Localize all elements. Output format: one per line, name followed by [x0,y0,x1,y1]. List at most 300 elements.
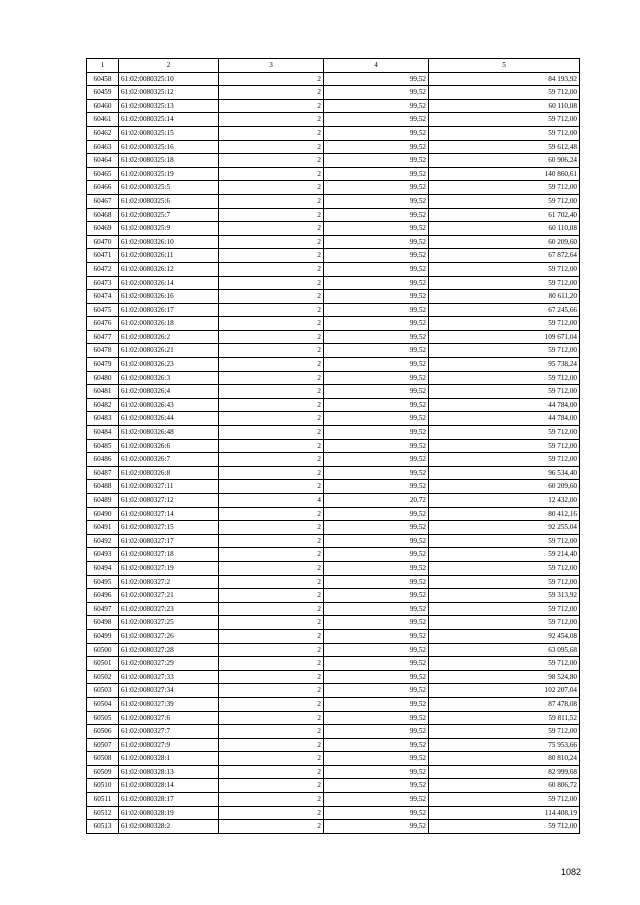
count-cell: 2 [219,126,324,140]
count-cell: 2 [219,779,324,793]
area-cell: 99,52 [324,738,429,752]
count-cell: 2 [219,167,324,181]
cadastral-number-cell: 61:02:0080326:7 [119,453,219,467]
count-cell: 4 [219,494,324,508]
count-cell: 2 [219,684,324,698]
count-cell: 2 [219,113,324,127]
count-cell: 2 [219,589,324,603]
area-cell: 99,52 [324,820,429,834]
amount-cell: 59 712,00 [429,575,580,589]
table-row [87,534,580,548]
count-cell: 2 [219,290,324,304]
amount-cell: 95 738,24 [429,358,580,372]
row-number-cell: 60504 [87,697,119,711]
area-cell: 99,52 [324,194,429,208]
area-cell: 99,52 [324,466,429,480]
row-number-cell: 60498 [87,616,119,630]
area-cell: 99,52 [324,181,429,195]
count-cell: 2 [219,561,324,575]
cadastral-number-cell: 61:02:0080326:10 [119,235,219,249]
count-cell: 2 [219,412,324,426]
table-row [87,167,580,181]
table-row [87,426,580,440]
count-cell: 2 [219,670,324,684]
cadastral-number-cell: 61:02:0080328:14 [119,779,219,793]
table-row [87,317,580,331]
count-cell: 2 [219,765,324,779]
area-cell: 99,52 [324,113,429,127]
row-number-cell: 60468 [87,208,119,222]
row-number-cell: 60506 [87,725,119,739]
row-number-cell: 60464 [87,154,119,168]
count-cell: 2 [219,657,324,671]
table-row [87,629,580,643]
table-row [87,684,580,698]
row-number-cell: 60486 [87,453,119,467]
row-number-cell: 60467 [87,194,119,208]
cadastral-number-cell: 61:02:0080326:11 [119,249,219,263]
count-cell: 2 [219,181,324,195]
cadastral-number-cell: 61:02:0080327:11 [119,480,219,494]
table-row [87,371,580,385]
amount-cell: 60 906,24 [429,154,580,168]
area-cell: 99,52 [324,507,429,521]
column-header-5: 5 [429,59,580,73]
table-row [87,99,580,113]
count-cell: 2 [219,643,324,657]
area-cell: 99,52 [324,453,429,467]
row-number-cell: 60493 [87,548,119,562]
cadastral-number-cell: 61:02:0080325:9 [119,222,219,236]
cadastral-number-cell: 61:02:0080327:15 [119,521,219,535]
cadastral-number-cell: 61:02:0080326:16 [119,290,219,304]
table-row [87,453,580,467]
cadastral-number-cell: 61:02:0080327:18 [119,548,219,562]
amount-cell: 114 408,19 [429,806,580,820]
amount-cell: 82 999,68 [429,765,580,779]
amount-cell: 59 712,00 [429,86,580,100]
amount-cell: 60 806,72 [429,779,580,793]
row-number-cell: 60471 [87,249,119,263]
row-number-cell: 60500 [87,643,119,657]
area-cell: 99,52 [324,575,429,589]
table-row [87,412,580,426]
count-cell: 2 [219,154,324,168]
count-cell: 2 [219,358,324,372]
count-cell: 2 [219,534,324,548]
row-number-cell: 60494 [87,561,119,575]
count-cell: 2 [219,548,324,562]
table-row [87,494,580,508]
area-cell: 99,52 [324,548,429,562]
amount-cell: 59 712,00 [429,602,580,616]
cadastral-number-cell: 61:02:0080326:44 [119,412,219,426]
area-cell: 99,52 [324,426,429,440]
row-number-cell: 60511 [87,793,119,807]
amount-cell: 44 784,00 [429,412,580,426]
table-body [87,72,580,833]
column-header-3: 3 [219,59,324,73]
amount-cell: 92 255,04 [429,521,580,535]
count-cell: 2 [219,371,324,385]
table-row [87,697,580,711]
row-number-cell: 60469 [87,222,119,236]
amount-cell: 63 095,68 [429,643,580,657]
amount-cell: 59 712,00 [429,453,580,467]
cadastral-number-cell: 61:02:0080325:14 [119,113,219,127]
area-cell: 99,52 [324,208,429,222]
amount-cell: 80 810,24 [429,752,580,766]
cadastral-number-cell: 61:02:0080327:14 [119,507,219,521]
cadastral-number-cell: 61:02:0080325:19 [119,167,219,181]
cadastral-number-cell: 61:02:0080326:8 [119,466,219,480]
table-row [87,670,580,684]
amount-cell: 92 454,08 [429,629,580,643]
table-row [87,208,580,222]
table-row [87,643,580,657]
cadastral-number-cell: 61:02:0080325:15 [119,126,219,140]
amount-cell: 84 193,92 [429,72,580,86]
amount-cell: 59 712,00 [429,561,580,575]
count-cell: 2 [219,629,324,643]
count-cell: 2 [219,820,324,834]
table-row [87,86,580,100]
row-number-cell: 60459 [87,86,119,100]
table-row [87,466,580,480]
count-cell: 2 [219,725,324,739]
row-number-cell: 60492 [87,534,119,548]
row-number-cell: 60512 [87,806,119,820]
row-number-cell: 60509 [87,765,119,779]
column-header-4: 4 [324,59,429,73]
count-cell: 2 [219,317,324,331]
table-row [87,249,580,263]
count-cell: 2 [219,344,324,358]
count-cell: 2 [219,194,324,208]
count-cell: 2 [219,303,324,317]
table-row [87,752,580,766]
cadastral-number-cell: 61:02:0080326:43 [119,398,219,412]
count-cell: 2 [219,521,324,535]
table-row [87,521,580,535]
cadastral-number-cell: 61:02:0080326:48 [119,426,219,440]
amount-cell: 59 712,00 [429,194,580,208]
count-cell: 2 [219,439,324,453]
amount-cell: 59 712,00 [429,725,580,739]
table-row [87,262,580,276]
table-row [87,398,580,412]
cadastral-number-cell: 61:02:0080327:19 [119,561,219,575]
row-number-cell: 60497 [87,602,119,616]
cadastral-number-cell: 61:02:0080326:18 [119,317,219,331]
cadastral-number-cell: 61:02:0080327:2 [119,575,219,589]
cadastral-number-cell: 61:02:0080328:19 [119,806,219,820]
row-number-cell: 60472 [87,262,119,276]
count-cell: 2 [219,793,324,807]
row-number-cell: 60510 [87,779,119,793]
row-number-cell: 60505 [87,711,119,725]
area-cell: 99,52 [324,235,429,249]
cadastral-number-cell: 61:02:0080327:12 [119,494,219,508]
amount-cell: 59 712,00 [429,439,580,453]
table-row [87,113,580,127]
cadastral-number-cell: 61:02:0080327:28 [119,643,219,657]
row-number-cell: 60460 [87,99,119,113]
row-number-cell: 60501 [87,657,119,671]
table-row [87,222,580,236]
count-cell: 2 [219,752,324,766]
amount-cell: 98 524,80 [429,670,580,684]
area-cell: 99,52 [324,725,429,739]
row-number-cell: 60466 [87,181,119,195]
row-number-cell: 60484 [87,426,119,440]
table-row [87,276,580,290]
area-cell: 99,52 [324,629,429,643]
count-cell: 2 [219,398,324,412]
amount-cell: 59 712,00 [429,344,580,358]
table-row [87,820,580,834]
amount-cell: 59 712,00 [429,276,580,290]
count-cell: 2 [219,222,324,236]
area-cell: 99,52 [324,126,429,140]
cadastral-number-cell: 61:02:0080328:17 [119,793,219,807]
area-cell: 99,52 [324,752,429,766]
row-number-cell: 60476 [87,317,119,331]
page-number: 1082 [561,867,582,877]
area-cell: 99,52 [324,439,429,453]
amount-cell: 59 712,00 [429,126,580,140]
amount-cell: 67 872,64 [429,249,580,263]
column-header-1: 1 [87,59,119,73]
table-row [87,480,580,494]
row-number-cell: 60462 [87,126,119,140]
area-cell: 99,52 [324,480,429,494]
area-cell: 99,52 [324,140,429,154]
count-cell: 2 [219,140,324,154]
amount-cell: 59 712,00 [429,534,580,548]
table-row [87,154,580,168]
row-number-cell: 60465 [87,167,119,181]
amount-cell: 75 953,66 [429,738,580,752]
cadastral-number-cell: 61:02:0080325:12 [119,86,219,100]
table-row [87,290,580,304]
area-cell: 99,52 [324,602,429,616]
amount-cell: 59 712,00 [429,317,580,331]
area-cell: 99,52 [324,317,429,331]
area-cell: 99,52 [324,99,429,113]
cadastral-number-cell: 61:02:0080325:7 [119,208,219,222]
cadastral-number-cell: 61:02:0080327:7 [119,725,219,739]
cadastral-number-cell: 61:02:0080326:4 [119,385,219,399]
count-cell: 2 [219,86,324,100]
amount-cell: 59 612,48 [429,140,580,154]
cadastral-number-cell: 61:02:0080325:13 [119,99,219,113]
row-number-cell: 60490 [87,507,119,521]
area-cell: 99,52 [324,358,429,372]
row-number-cell: 60503 [87,684,119,698]
amount-cell: 60 209,60 [429,480,580,494]
area-cell: 99,52 [324,670,429,684]
amount-cell: 59 712,00 [429,113,580,127]
cadastral-number-cell: 61:02:0080325:5 [119,181,219,195]
table-row [87,358,580,372]
cadastral-number-cell: 61:02:0080326:21 [119,344,219,358]
area-cell: 99,52 [324,697,429,711]
cadastral-number-cell: 61:02:0080328:1 [119,752,219,766]
row-number-cell: 60479 [87,358,119,372]
row-number-cell: 60474 [87,290,119,304]
header-row [87,59,580,73]
cadastral-number-cell: 61:02:0080325:6 [119,194,219,208]
table-row [87,72,580,86]
amount-cell: 67 245,66 [429,303,580,317]
area-cell: 99,52 [324,72,429,86]
cadastral-number-cell: 61:02:0080325:16 [119,140,219,154]
cadastral-number-cell: 61:02:0080326:12 [119,262,219,276]
area-cell: 99,52 [324,86,429,100]
table-row [87,235,580,249]
table-row [87,589,580,603]
count-cell: 2 [219,208,324,222]
cadastral-number-cell: 61:02:0080326:2 [119,330,219,344]
amount-cell: 60 209,60 [429,235,580,249]
area-cell: 99,52 [324,167,429,181]
count-cell: 2 [219,711,324,725]
amount-cell: 59 313,92 [429,589,580,603]
count-cell: 2 [219,235,324,249]
row-number-cell: 60491 [87,521,119,535]
count-cell: 2 [219,806,324,820]
row-number-cell: 60507 [87,738,119,752]
amount-cell: 44 784,00 [429,398,580,412]
area-cell: 99,52 [324,330,429,344]
cadastral-number-cell: 61:02:0080327:17 [119,534,219,548]
amount-cell: 59 712,00 [429,793,580,807]
table-row [87,602,580,616]
table-row [87,344,580,358]
count-cell: 2 [219,507,324,521]
area-cell: 99,52 [324,154,429,168]
table-row [87,303,580,317]
row-number-cell: 60475 [87,303,119,317]
count-cell: 2 [219,426,324,440]
count-cell: 2 [219,276,324,290]
amount-cell: 59 712,00 [429,371,580,385]
count-cell: 2 [219,72,324,86]
cadastral-number-cell: 61:02:0080328:13 [119,765,219,779]
table-row [87,330,580,344]
row-number-cell: 60481 [87,385,119,399]
row-number-cell: 60477 [87,330,119,344]
area-cell: 99,52 [324,412,429,426]
area-cell: 99,52 [324,398,429,412]
area-cell: 99,52 [324,521,429,535]
count-cell: 2 [219,697,324,711]
area-cell: 99,52 [324,344,429,358]
row-number-cell: 60461 [87,113,119,127]
amount-cell: 59 712,00 [429,426,580,440]
amount-cell: 59 712,00 [429,262,580,276]
table-row [87,439,580,453]
table-row [87,194,580,208]
amount-cell: 80 611,20 [429,290,580,304]
cadastral-number-cell: 61:02:0080327:23 [119,602,219,616]
area-cell: 99,52 [324,711,429,725]
area-cell: 99,52 [324,534,429,548]
table-row [87,140,580,154]
row-number-cell: 60480 [87,371,119,385]
amount-cell: 59 811,52 [429,711,580,725]
cadastral-number-cell: 61:02:0080327:9 [119,738,219,752]
table-row [87,507,580,521]
table-row [87,126,580,140]
table-row [87,725,580,739]
row-number-cell: 60495 [87,575,119,589]
cadastral-number-cell: 61:02:0080326:6 [119,439,219,453]
amount-cell: 59 712,00 [429,181,580,195]
count-cell: 2 [219,385,324,399]
area-cell: 99,52 [324,793,429,807]
row-number-cell: 60508 [87,752,119,766]
area-cell: 99,52 [324,561,429,575]
amount-cell: 59 214,40 [429,548,580,562]
amount-cell: 60 110,08 [429,222,580,236]
amount-cell: 87 478,08 [429,697,580,711]
table-row [87,385,580,399]
area-cell: 99,52 [324,643,429,657]
table-row [87,779,580,793]
amount-cell: 96 534,40 [429,466,580,480]
row-number-cell: 60482 [87,398,119,412]
count-cell: 2 [219,480,324,494]
row-number-cell: 60489 [87,494,119,508]
cadastral-number-cell: 61:02:0080327:29 [119,657,219,671]
amount-cell: 60 110,08 [429,99,580,113]
row-number-cell: 60488 [87,480,119,494]
cadastral-number-cell: 61:02:0080327:39 [119,697,219,711]
area-cell: 99,52 [324,276,429,290]
row-number-cell: 60473 [87,276,119,290]
area-cell: 99,52 [324,290,429,304]
table-row [87,616,580,630]
area-cell: 99,52 [324,657,429,671]
table-row [87,738,580,752]
count-cell: 2 [219,453,324,467]
cadastral-number-cell: 61:02:0080328:2 [119,820,219,834]
amount-cell: 59 712,00 [429,616,580,630]
count-cell: 2 [219,738,324,752]
cadastral-number-cell: 61:02:0080326:23 [119,358,219,372]
table-row [87,806,580,820]
row-number-cell: 60487 [87,466,119,480]
amount-cell: 102 207,04 [429,684,580,698]
row-number-cell: 60470 [87,235,119,249]
cadastral-number-cell: 61:02:0080326:14 [119,276,219,290]
amount-cell: 80 412,16 [429,507,580,521]
row-number-cell: 60513 [87,820,119,834]
table-row [87,711,580,725]
amount-cell: 59 712,00 [429,657,580,671]
amount-cell: 59 712,00 [429,385,580,399]
area-cell: 99,52 [324,222,429,236]
row-number-cell: 60483 [87,412,119,426]
count-cell: 2 [219,249,324,263]
cadastral-number-cell: 61:02:0080325:10 [119,72,219,86]
amount-cell: 109 671,04 [429,330,580,344]
cadastral-number-cell: 61:02:0080325:18 [119,154,219,168]
cadastral-number-cell: 61:02:0080327:34 [119,684,219,698]
area-cell: 99,52 [324,262,429,276]
